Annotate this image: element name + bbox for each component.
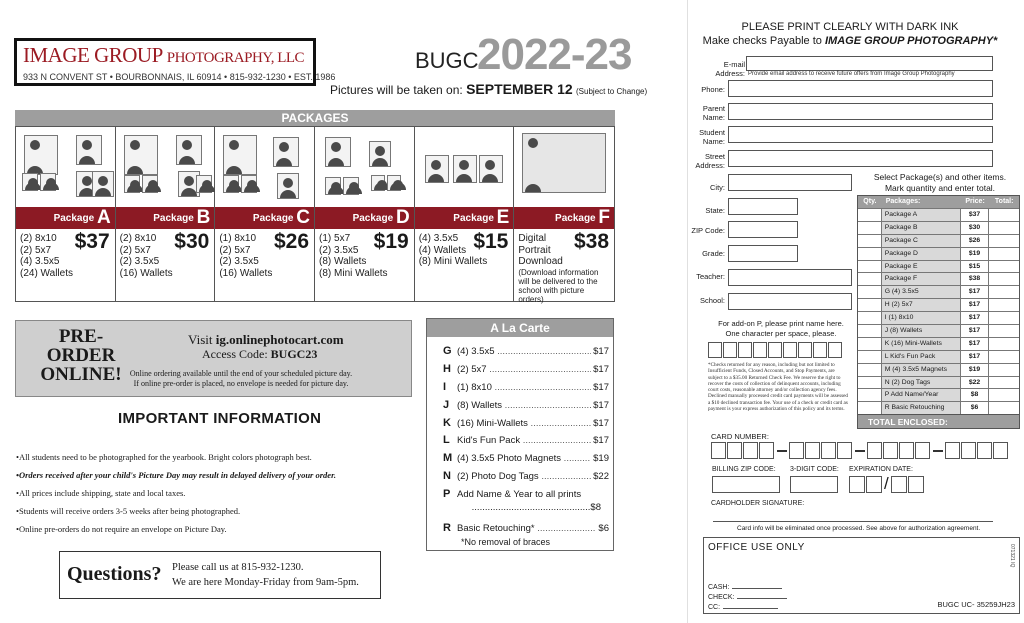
- alacarte-item-j: J (8) Wallets ..... $17: [443, 399, 609, 411]
- office-vertical-code: 071321 IQ: [1009, 544, 1015, 568]
- important-item: • All prices include shipping, state and local taxes.: [16, 484, 421, 502]
- addon-note: For add-on P, please print name here. One character per space, please.: [718, 319, 844, 338]
- questions-text: Please call us at 815-932-1230. We are here Monday-Friday from 9am-5pm.: [172, 562, 359, 588]
- logo-address: 933 N CONVENT ST • BOURBONNAIS, IL 60914 • 815-932-1230 • EST. 1986: [23, 72, 336, 82]
- total-cell[interactable]: [989, 312, 1019, 324]
- item-name: Package C: [882, 235, 961, 247]
- alacarte-item-g: G (4) 3.5x5 ..... $17: [443, 345, 609, 357]
- alacarte-item-l: L Kid's Fun Pack ..... $17: [443, 434, 609, 446]
- portrait-photos-icon: [116, 127, 215, 199]
- billing-zip-label: BILLING ZIP CODE:: [712, 466, 776, 473]
- order-table-header: Qty. Packages: Price: Total:: [858, 196, 1019, 208]
- package-contents: (4) 3.5x5 (4) Wallets (8) Mini Wallets: [418, 233, 488, 267]
- office-check: CHECK:: [708, 594, 787, 601]
- order-row: [858, 401, 1019, 414]
- portrait-photos-icon: [415, 127, 514, 199]
- preorder-url[interactable]: ig.onlinephotocart.com: [215, 332, 344, 347]
- package-contents: (2) 8x10 (2) 5x7 (2) 3.5x5 (16) Wallets: [119, 233, 173, 279]
- parent-label: Parent Name:: [702, 104, 725, 122]
- preorder-visit: Visit ig.onlinephotocart.com: [188, 332, 344, 347]
- portrait-photos-icon: [16, 127, 115, 199]
- order-row: [858, 221, 1019, 234]
- order-row: [858, 324, 1019, 337]
- total-cell[interactable]: [989, 235, 1019, 247]
- office-cash: CASH:: [708, 584, 782, 591]
- billing-zip-field[interactable]: [712, 476, 780, 493]
- school-label: School:: [699, 296, 725, 305]
- package-label: Package D: [352, 207, 410, 228]
- item-name: J (8) Wallets: [882, 325, 961, 337]
- school-field[interactable]: [728, 293, 852, 310]
- package-label: Package B: [153, 207, 211, 228]
- order-row: [858, 260, 1019, 273]
- total-cell[interactable]: [989, 351, 1019, 363]
- street-label: Street Address:: [695, 152, 725, 170]
- package-f: [514, 127, 614, 304]
- office-title: OFFICE USE ONLY: [708, 542, 805, 553]
- company-logo: [14, 38, 336, 86]
- zip-label: ZIP Code:: [691, 226, 725, 235]
- package-label: Package C: [252, 207, 311, 228]
- item-name: G (4) 3.5x5: [882, 286, 961, 298]
- package-label: Package A: [53, 207, 111, 228]
- qty-cell[interactable]: [858, 248, 882, 260]
- school-year: 2022-23: [477, 30, 632, 79]
- qty-cell[interactable]: [858, 377, 882, 389]
- alacarte-item-h: H (2) 5x7 ..... $17: [443, 363, 609, 375]
- package-price: $15: [473, 230, 509, 253]
- zip-field[interactable]: [728, 221, 798, 238]
- order-row: [858, 388, 1019, 401]
- item-name: Package E: [882, 261, 961, 273]
- item-price: $17: [961, 286, 990, 298]
- alacarte-panel: [426, 318, 614, 551]
- exp-box-1[interactable]: [849, 476, 865, 493]
- alacarte-item-k: K (16) Mini-Wallets ..... $17: [443, 417, 609, 429]
- portrait-photos-icon: [215, 127, 314, 199]
- alacarte-item-n: N (2) Photo Dog Tags ..... $22: [443, 470, 609, 482]
- total-enclosed[interactable]: TOTAL ENCLOSED:: [858, 414, 1019, 428]
- item-name: Package F: [882, 273, 961, 285]
- item-name: R Basic Retouching: [882, 402, 961, 414]
- alacarte-footnote: *No removal of braces: [461, 537, 551, 547]
- package-price: $37: [74, 230, 110, 253]
- order-row: [858, 311, 1019, 324]
- grade-field[interactable]: [728, 245, 798, 262]
- parent-name-field[interactable]: [728, 103, 993, 120]
- qty-cell[interactable]: [858, 325, 882, 337]
- email-label: E-mail Address:: [715, 60, 745, 78]
- package-b: [116, 127, 216, 301]
- select-note: Select Package(s) and other items. Mark quantity and enter total.: [873, 172, 1007, 193]
- item-price: $17: [961, 351, 990, 363]
- checks-policy: *Checks returned for any reason, including but not limited to Insufficient Funds, Closed Accounts, and Stop Payments, are subject to a $35.00 Returned Check Fee. We reserve the right to recover the costs of collection of delinquent accounts, including court costs, reasonable attorney and/or collection agency fees. Declined manually processed credit card payments will be assessed a $10 declined transaction fee. Your use of a check or credit card as payment is your express authorization of this policy and its terms.: [708, 362, 849, 413]
- qty-cell[interactable]: [858, 299, 882, 311]
- alacarte-title: A La Carte: [427, 319, 613, 337]
- logo-name: IMAGE GROUP PHOTOGRAPHY, LLC: [23, 43, 305, 67]
- total-cell[interactable]: [989, 286, 1019, 298]
- exp-box-3[interactable]: [891, 476, 907, 493]
- packages-header: PACKAGES: [15, 110, 615, 126]
- questions-title: Questions?: [67, 563, 162, 585]
- package-c: [215, 127, 315, 301]
- item-price: $17: [961, 338, 990, 350]
- item-price: $8: [961, 389, 990, 401]
- package-contents: (2) 8x10 (2) 5x7 (4) 3.5x5 (24) Wallets: [20, 233, 73, 279]
- preorder-fine-print: Online ordering available until the end of your scheduled picture day. If online pre-order is placed, no envelope is needed for picture day.: [129, 369, 353, 388]
- package-label: Package E: [453, 207, 510, 228]
- order-row: [858, 285, 1019, 298]
- item-price: $19: [961, 364, 990, 376]
- item-price: $38: [961, 273, 990, 285]
- total-cell[interactable]: [989, 209, 1019, 221]
- package-contents: Digital Portrait Download (Download information will be delivered to the school with picture orders): [518, 233, 606, 304]
- item-name: Package A: [882, 209, 961, 221]
- item-name: M (4) 3.5x5 Magnets: [882, 364, 961, 376]
- alacarte-item-i: I (1) 8x10 ..... $17: [443, 381, 609, 393]
- alacarte-price: .............................................$8: [471, 502, 601, 513]
- qty-cell[interactable]: [858, 209, 882, 221]
- qty-cell[interactable]: [858, 402, 882, 414]
- item-price: $17: [961, 312, 990, 324]
- total-cell[interactable]: [989, 338, 1019, 350]
- exp-slash: /: [884, 474, 889, 493]
- package-note: (Download information will be delivered to the school with picture orders): [518, 267, 599, 304]
- total-cell[interactable]: [989, 273, 1019, 285]
- qty-cell[interactable]: [858, 273, 882, 285]
- portrait-photos-icon: [315, 127, 414, 199]
- order-row: [858, 350, 1019, 363]
- total-cell[interactable]: [989, 402, 1019, 414]
- grade-label: Grade:: [702, 249, 725, 258]
- order-row: [858, 247, 1019, 260]
- signature-line[interactable]: [713, 521, 993, 522]
- total-cell[interactable]: [989, 299, 1019, 311]
- package-a: [16, 127, 116, 301]
- card-eliminated-note: Card info will be eliminated once processed. See above for authorization agreement.: [737, 525, 981, 532]
- item-price: $26: [961, 235, 990, 247]
- signature-label: CARDHOLDER SIGNATURE:: [711, 500, 805, 507]
- package-label: Package F: [555, 207, 611, 228]
- alacarte-item-r: R Basic Retouching* ..... $6: [443, 522, 609, 534]
- total-cell[interactable]: [989, 248, 1019, 260]
- package-price: $38: [573, 230, 610, 253]
- important-title: IMPORTANT INFORMATION: [118, 410, 322, 427]
- email-hint: Provide email address to receive future offers from Image Group Photography: [748, 71, 955, 77]
- exp-box-2[interactable]: [866, 476, 882, 493]
- item-price: $17: [961, 299, 990, 311]
- qty-cell[interactable]: [858, 312, 882, 324]
- qty-cell[interactable]: [858, 286, 882, 298]
- item-name: Package D: [882, 248, 961, 260]
- order-row: [858, 272, 1019, 285]
- total-cell[interactable]: [989, 364, 1019, 376]
- state-label: State:: [705, 206, 725, 215]
- qty-cell[interactable]: [858, 351, 882, 363]
- alacarte-item-p: P Add Name & Year to all prints: [443, 488, 582, 500]
- important-item: • Students will receive orders 3-5 weeks after being photographed.: [16, 502, 421, 520]
- preorder-title: PRE-ORDER ONLINE!: [40, 326, 122, 385]
- package-price: $19: [373, 230, 409, 253]
- office-use-box: [703, 537, 1020, 614]
- package-price: $30: [174, 230, 210, 253]
- alacarte-item-m: M (4) 3.5x5 Photo Magnets ..... $19: [443, 452, 609, 464]
- card-number-label: CARD NUMBER:: [711, 432, 769, 441]
- city-field[interactable]: [728, 174, 852, 191]
- item-price: $17: [961, 325, 990, 337]
- phone-label: Phone:: [701, 85, 725, 94]
- card-number-boxes[interactable]: [711, 442, 1009, 459]
- important-item: • All students need to be photographed for the yearbook. Bright colors photograph best.: [16, 448, 421, 466]
- city-label: City:: [710, 183, 725, 192]
- item-price: $22: [961, 377, 990, 389]
- item-price: $37: [961, 209, 990, 221]
- total-cell[interactable]: [989, 377, 1019, 389]
- qty-cell[interactable]: [858, 222, 882, 234]
- item-price: $19: [961, 248, 990, 260]
- order-row: [858, 363, 1019, 376]
- important-item: • Orders received after your child's Picture Day may result in delayed delivery of your order.: [16, 466, 421, 484]
- school-code: BUGC: [415, 48, 479, 73]
- order-row: [858, 208, 1019, 221]
- item-price: $6: [961, 402, 990, 414]
- item-name: N (2) Dog Tags: [882, 377, 961, 389]
- package-d: [315, 127, 415, 301]
- qty-cell[interactable]: [858, 389, 882, 401]
- print-instructions: PLEASE PRINT CLEARLY WITH DARK INK Make checks Payable to IMAGE GROUP PHOTOGRAPHY*: [702, 21, 998, 47]
- total-cell[interactable]: [989, 325, 1019, 337]
- item-name: Package B: [882, 222, 961, 234]
- important-list: [16, 448, 421, 538]
- item-price: $15: [961, 261, 990, 273]
- exp-box-4[interactable]: [908, 476, 924, 493]
- digital-devices-icon: [514, 127, 614, 199]
- street-address-field[interactable]: [728, 150, 993, 167]
- order-row: [858, 234, 1019, 247]
- expiration-label: EXPIRATION DATE:: [849, 466, 913, 473]
- phone-field[interactable]: [728, 80, 993, 97]
- item-name: L Kid's Fun Pack: [882, 351, 961, 363]
- student-label: Student Name:: [699, 128, 725, 146]
- order-table: [857, 195, 1020, 429]
- teacher-field[interactable]: [728, 269, 852, 286]
- picture-date-line: Pictures will be taken on: SEPTEMBER 12 (Subject to Change): [330, 81, 648, 97]
- state-field[interactable]: [728, 198, 798, 215]
- important-item: • Online pre-orders do not require an envelope on Picture Day.: [16, 520, 421, 538]
- qty-cell[interactable]: [858, 338, 882, 350]
- addon-name-boxes[interactable]: [708, 342, 843, 358]
- office-code: BUGC UC- 35259JH23: [937, 600, 1015, 609]
- email-field[interactable]: [746, 56, 993, 71]
- preorder-access: Access Code: BUGC23: [202, 347, 318, 361]
- office-cc: CC:: [708, 604, 778, 611]
- total-cell[interactable]: [989, 261, 1019, 273]
- digit-code-label: 3-DIGIT CODE:: [790, 466, 839, 473]
- order-row: [858, 376, 1019, 389]
- package-e: [415, 127, 515, 301]
- item-price: $30: [961, 222, 990, 234]
- qty-cell[interactable]: [858, 235, 882, 247]
- questions-box: [59, 551, 381, 599]
- qty-cell[interactable]: [858, 364, 882, 376]
- order-row: [858, 337, 1019, 350]
- digit-code-field[interactable]: [790, 476, 838, 493]
- item-name: I (1) 8x10: [882, 312, 961, 324]
- access-code: BUGC23: [270, 347, 318, 361]
- preorder-panel: [15, 320, 412, 397]
- item-name: K (16) Mini-Wallets: [882, 338, 961, 350]
- package-price: $26: [273, 230, 310, 253]
- total-cell[interactable]: [989, 389, 1019, 401]
- order-row: [858, 298, 1019, 311]
- packages-row: [15, 126, 615, 302]
- package-contents: (1) 5x7 (2) 3.5x5 (8) Wallets (8) Mini Wallets: [319, 233, 388, 279]
- package-contents: (1) 8x10 (2) 5x7 (2) 3.5x5 (16) Wallets: [219, 233, 273, 279]
- item-name: P Add Name/Year: [882, 389, 961, 401]
- qty-cell[interactable]: [858, 261, 882, 273]
- item-name: H (2) 5x7: [882, 299, 961, 311]
- teacher-label: Teacher:: [696, 272, 725, 281]
- student-name-field[interactable]: [728, 126, 993, 143]
- total-cell[interactable]: [989, 222, 1019, 234]
